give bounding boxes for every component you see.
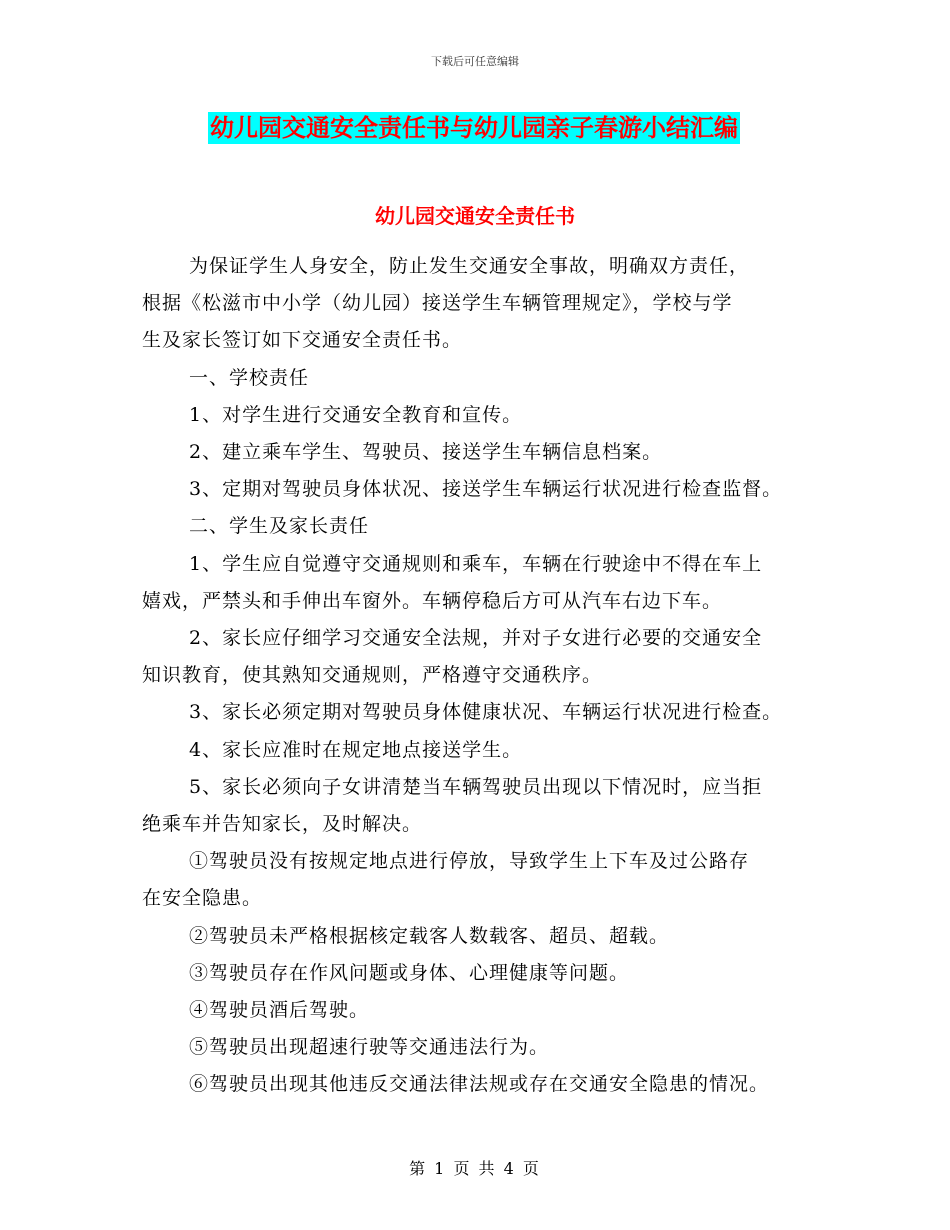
paragraph xyxy=(142,248,822,360)
paragraph xyxy=(142,1066,822,1103)
paragraph-line: 绝乘车并告知家长，及时解决。 xyxy=(142,813,423,836)
paragraph xyxy=(142,434,822,471)
paragraph xyxy=(142,694,822,731)
paragraph-line: 2、建立乘车学生、驾驶员、接送学生车辆信息档案。 xyxy=(189,441,663,464)
paragraph-line: 5、家长必须向子女讲清楚当车辆驾驶员出现以下情况时，应当拒 xyxy=(189,775,763,798)
paragraph-line: 1、学生应自觉遵守交通规则和乘车，车辆在行驶途中不得在车上 xyxy=(189,552,763,575)
paragraph-line: 根据《松滋市中小学（幼儿园）接送学生车辆管理规定》，学校与学 xyxy=(142,292,733,315)
paragraph-line: ③驾驶员存在作风问题或身体、心理健康等问题。 xyxy=(189,961,630,984)
document-title: 幼儿园交通安全责任书与幼儿园亲子春游小结汇编 xyxy=(210,114,738,142)
paragraph-line: 嬉戏，严禁头和手伸出车窗外。车辆停稳后方可从汽车右边下车。 xyxy=(142,589,723,612)
paragraph-line: ②驾驶员未严格根据核定载客人数载客、超员、超载。 xyxy=(189,924,670,947)
paragraph xyxy=(142,1029,822,1066)
footer-page-number: 1 xyxy=(434,1159,447,1178)
paragraph-line: 二、学生及家长责任 xyxy=(189,515,370,538)
header-note: 下载后可任意编辑 xyxy=(431,55,519,68)
paragraph-line: 4、家长应准时在规定地点接送学生。 xyxy=(189,738,523,761)
paragraph xyxy=(142,992,822,1029)
document-body xyxy=(142,248,822,1104)
paragraph-line: 一、学校责任 xyxy=(189,366,310,389)
paragraph xyxy=(142,769,822,843)
paragraph xyxy=(142,955,822,992)
paragraph xyxy=(142,471,822,508)
paragraph xyxy=(142,397,822,434)
paragraph-line: ①驾驶员没有按规定地点进行停放，导致学生上下车及过公路存 xyxy=(189,850,750,873)
footer-middle: 页 共 xyxy=(453,1159,497,1178)
paragraph-line: 在安全隐患。 xyxy=(142,887,263,910)
paragraph-line: 生及家长签订如下交通安全责任书。 xyxy=(142,329,463,352)
paragraph-line: 知识教育，使其熟知交通规则，严格遵守交通秩序。 xyxy=(142,664,603,687)
paragraph-line: 2、家长应仔细学习交通安全法规，并对子女进行必要的交通安全 xyxy=(189,627,763,650)
paragraph-line: ④驾驶员酒后驾驶。 xyxy=(189,999,370,1022)
paragraph xyxy=(142,918,822,955)
paragraph xyxy=(142,508,822,545)
paragraph-line: 为保证学生人身安全，防止发生交通安全事故，明确双方责任， xyxy=(189,255,750,277)
footer-page-total: 4 xyxy=(503,1159,516,1178)
paragraph-line: 3、家长必须定期对驾驶员身体健康状况、车辆运行状况进行检查。 xyxy=(189,701,783,724)
document-title-wrap xyxy=(208,112,740,144)
paragraph xyxy=(142,620,822,694)
paragraph-line: ⑤驾驶员出现超速行驶等交通违法行为。 xyxy=(189,1036,550,1059)
footer-prefix: 第 xyxy=(409,1159,428,1178)
page-footer xyxy=(0,1156,950,1179)
paragraph xyxy=(142,360,822,397)
paragraph xyxy=(142,546,822,620)
paragraph-line: 1、对学生进行交通安全教育和宣传。 xyxy=(189,403,523,426)
footer-suffix: 页 xyxy=(522,1159,541,1178)
section-title: 幼儿园交通安全责任书 xyxy=(375,204,575,228)
paragraph-line: 3、定期对驾驶员身体状况、接送学生车辆运行状况进行检查监督。 xyxy=(189,478,783,501)
paragraph xyxy=(142,843,822,917)
paragraph-line: ⑥驾驶员出现其他违反交通法律法规或存在交通安全隐患的情况。 xyxy=(189,1073,770,1096)
paragraph xyxy=(142,732,822,769)
